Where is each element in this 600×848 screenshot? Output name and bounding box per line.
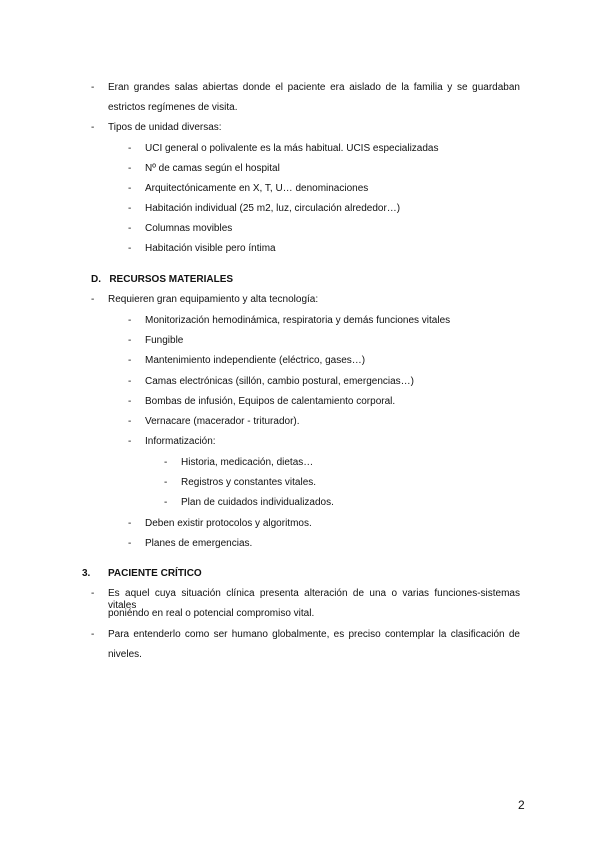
- bullet-dash: -: [91, 82, 95, 93]
- list-item: Monitorización hemodinámica, respiratoria y demás funciones vitales: [145, 315, 451, 326]
- list-item: Requieren gran equipamiento y alta tecnología:: [108, 294, 319, 305]
- list-item: Historia, medicación, dietas…: [181, 457, 314, 468]
- bullet-dash: -: [128, 143, 132, 154]
- bullet-dash: -: [128, 436, 132, 447]
- section-heading: PACIENTE CRÍTICO: [108, 568, 202, 579]
- list-item: Mantenimiento independiente (eléctrico, gases…): [145, 355, 366, 366]
- bullet-dash: -: [91, 294, 95, 305]
- paragraph-line: Eran grandes salas abiertas donde el paciente era aislado de la familia y se guardaban: [108, 82, 520, 93]
- bullet-dash: -: [128, 518, 132, 529]
- bullet-dash: -: [128, 355, 132, 366]
- section-number: 3.: [82, 568, 91, 579]
- bullet-dash: -: [91, 122, 95, 133]
- list-item: Columnas movibles: [145, 223, 233, 234]
- list-item: Vernacare (macerador - triturador).: [145, 416, 300, 427]
- list-item: Plan de cuidados individualizados.: [181, 497, 334, 508]
- paragraph-line: poniéndo en real o potencial compromiso vital.: [108, 608, 315, 619]
- list-item: Nº de camas según el hospital: [145, 163, 280, 174]
- bullet-dash: -: [128, 223, 132, 234]
- bullet-dash: -: [128, 203, 132, 214]
- paragraph-line: Para entenderlo como ser humano globalmente, es preciso contemplar la clasificación de: [108, 629, 520, 640]
- list-item: Informatización:: [145, 436, 216, 447]
- paragraph-line: niveles.: [108, 649, 142, 660]
- bullet-dash: -: [128, 315, 132, 326]
- bullet-dash: -: [128, 376, 132, 387]
- list-item: UCI general o polivalente es la más habitual. UCIS especializadas: [145, 143, 439, 154]
- list-item: Registros y constantes vitales.: [181, 477, 317, 488]
- bullet-dash: -: [91, 588, 95, 599]
- paragraph-line: Es aquel cuya situación clínica presenta alteración de una o varias funciones-sistemas vitales: [108, 588, 520, 611]
- bullet-dash: -: [91, 629, 95, 640]
- bullet-dash: -: [128, 396, 132, 407]
- list-item: Tipos de unidad diversas:: [108, 122, 222, 133]
- bullet-dash: -: [128, 163, 132, 174]
- list-item: Deben existir protocolos y algoritmos.: [145, 518, 312, 529]
- bullet-dash: -: [128, 335, 132, 346]
- bullet-dash: -: [164, 497, 168, 508]
- list-item: Planes de emergencias.: [145, 538, 253, 549]
- bullet-dash: -: [128, 243, 132, 254]
- section-heading: D. RECURSOS MATERIALES: [91, 274, 234, 285]
- bullet-dash: -: [128, 183, 132, 194]
- list-item: Arquitectónicamente en X, T, U… denominaciones: [145, 183, 369, 194]
- list-item: Bombas de infusión, Equipos de calentamiento corporal.: [145, 396, 396, 407]
- list-item: Habitación individual (25 m2, luz, circulación alrededor…): [145, 203, 401, 214]
- list-item: Habitación visible pero íntima: [145, 243, 276, 254]
- bullet-dash: -: [128, 416, 132, 427]
- bullet-dash: -: [128, 538, 132, 549]
- bullet-dash: -: [164, 477, 168, 488]
- bullet-dash: -: [164, 457, 168, 468]
- page-number: 2: [518, 798, 525, 812]
- paragraph-line: estrictos regímenes de visita.: [108, 102, 238, 113]
- list-item: Fungible: [145, 335, 184, 346]
- list-item: Camas electrónicas (sillón, cambio postural, emergencias…): [145, 376, 414, 387]
